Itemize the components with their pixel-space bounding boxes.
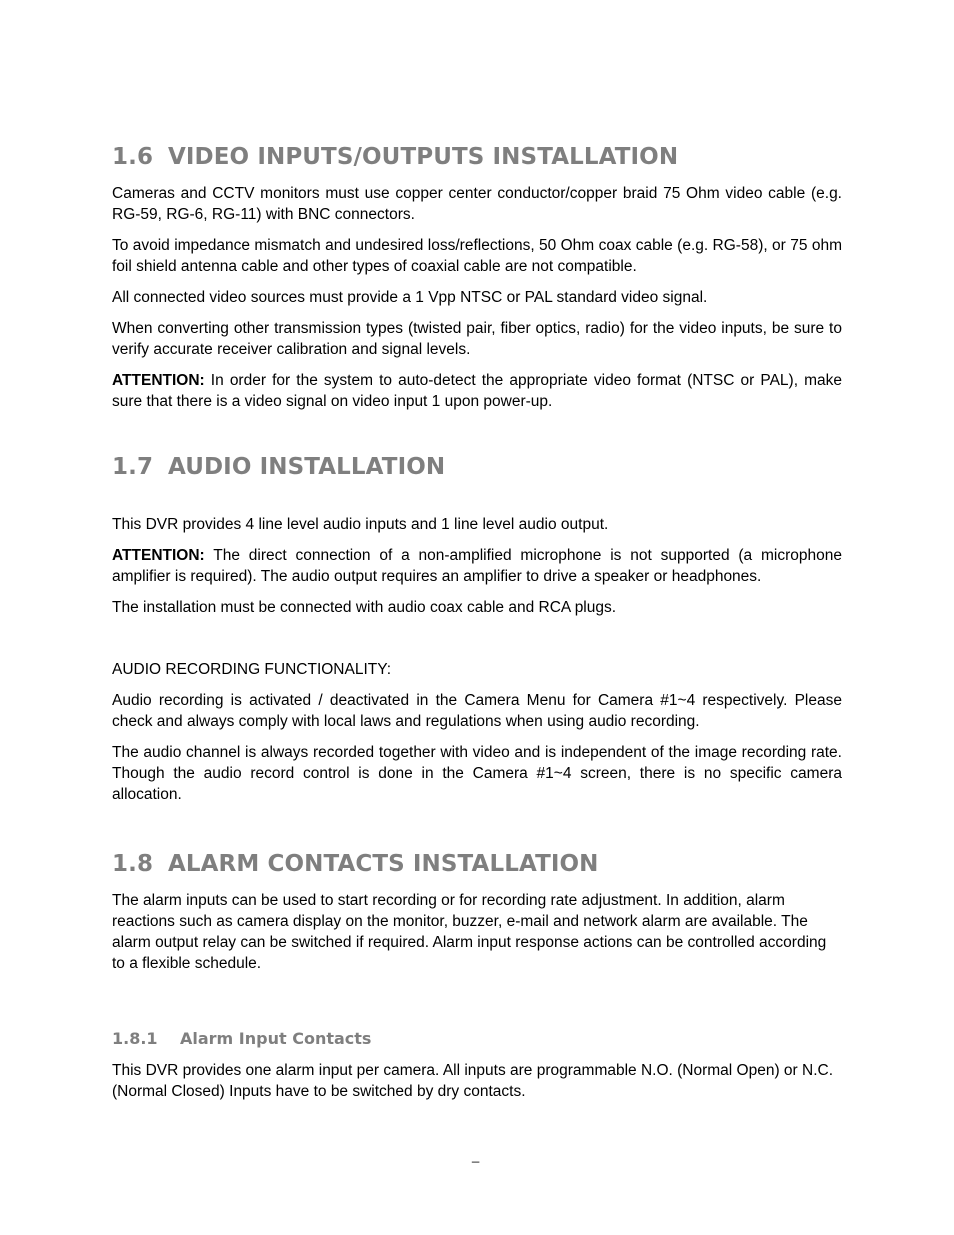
attention-label: ATTENTION:: [112, 547, 205, 564]
section-heading-1-6: [112, 144, 842, 170]
paragraph: All connected video sources must provide a 1 Vpp NTSC or PAL standard video signal.: [112, 289, 708, 306]
attention-paragraph: [112, 545, 842, 587]
section-title: VIDEO INPUTS/OUTPUTS INSTALLATION: [168, 144, 679, 170]
attention-text: In order for the system to auto-detect the appropriate video format (NTSC or PAL), make sure that there is a video signal on video input 1 upon power-up.: [112, 372, 842, 410]
attention-text: The direct connection of a non-amplified microphone is not supported (a microphone amplifier is required). The audio output requires an amplifier to drive a speaker or headphones.: [112, 547, 842, 585]
subsection-number: 1.8.1: [112, 1029, 158, 1048]
paragraph: Cameras and CCTV monitors must use copper center conductor/copper braid 75 Ohm video cable (e.g. RG-59, RG-6, RG-11) with BNC connectors.: [112, 185, 842, 223]
paragraph: This DVR provides one alarm input per camera. All inputs are programmable N.O. (Normal Open) or N.C. (Normal Closed) Inputs have to be switched by dry contacts.: [112, 1062, 834, 1100]
section-heading-1-7: [112, 454, 842, 480]
paragraph: To avoid impedance mismatch and undesired loss/reflections, 50 Ohm coax cable (e.g. RG-58), or 75 ohm foil shield antenna cable and other types of coaxial cable are not compatible.: [112, 237, 842, 275]
subsection-heading-1-8-1: [112, 1029, 842, 1048]
section-title: AUDIO INSTALLATION: [168, 454, 446, 480]
paragraph: The audio channel is always recorded together with video and is independent of the image recording rate. Though the audio record control is done in the Camera #1~4 screen, there is no specific camera allocation.: [112, 744, 842, 803]
section-heading-1-8: [112, 851, 842, 877]
section-number: 1.8: [112, 851, 154, 877]
subheading: AUDIO RECORDING FUNCTIONALITY:: [112, 661, 392, 678]
section-number: 1.6: [112, 144, 154, 170]
paragraph: The installation must be connected with audio coax cable and RCA plugs.: [112, 599, 617, 616]
attention-paragraph: [112, 370, 842, 412]
paragraph: When converting other transmission types (twisted pair, fiber optics, radio) for the video inputs, be sure to verify accurate receiver calibration and signal levels.: [112, 320, 842, 358]
paragraph: The alarm inputs can be used to start recording or for recording rate adjustment. In addition, alarm reactions such as camera display on the monitor, buzzer, e-mail and network alarm are available. The alarm output relay can be switched if required. Alarm input response actions can be controlled according to a flexible schedule.: [112, 892, 827, 972]
paragraph: This DVR provides 4 line level audio inputs and 1 line level audio output.: [112, 516, 609, 533]
attention-label: ATTENTION:: [112, 372, 205, 389]
subsection-title: Alarm Input Contacts: [180, 1029, 372, 1048]
paragraph: Audio recording is activated / deactivated in the Camera Menu for Camera #1~4 respectively. Please check and always comply with local laws and regulations when using audio recording.: [112, 692, 842, 730]
document-page: [112, 140, 842, 1102]
section-title: ALARM CONTACTS INSTALLATION: [168, 851, 599, 877]
section-number: 1.7: [112, 454, 154, 480]
page-number: _: [472, 1148, 480, 1163]
